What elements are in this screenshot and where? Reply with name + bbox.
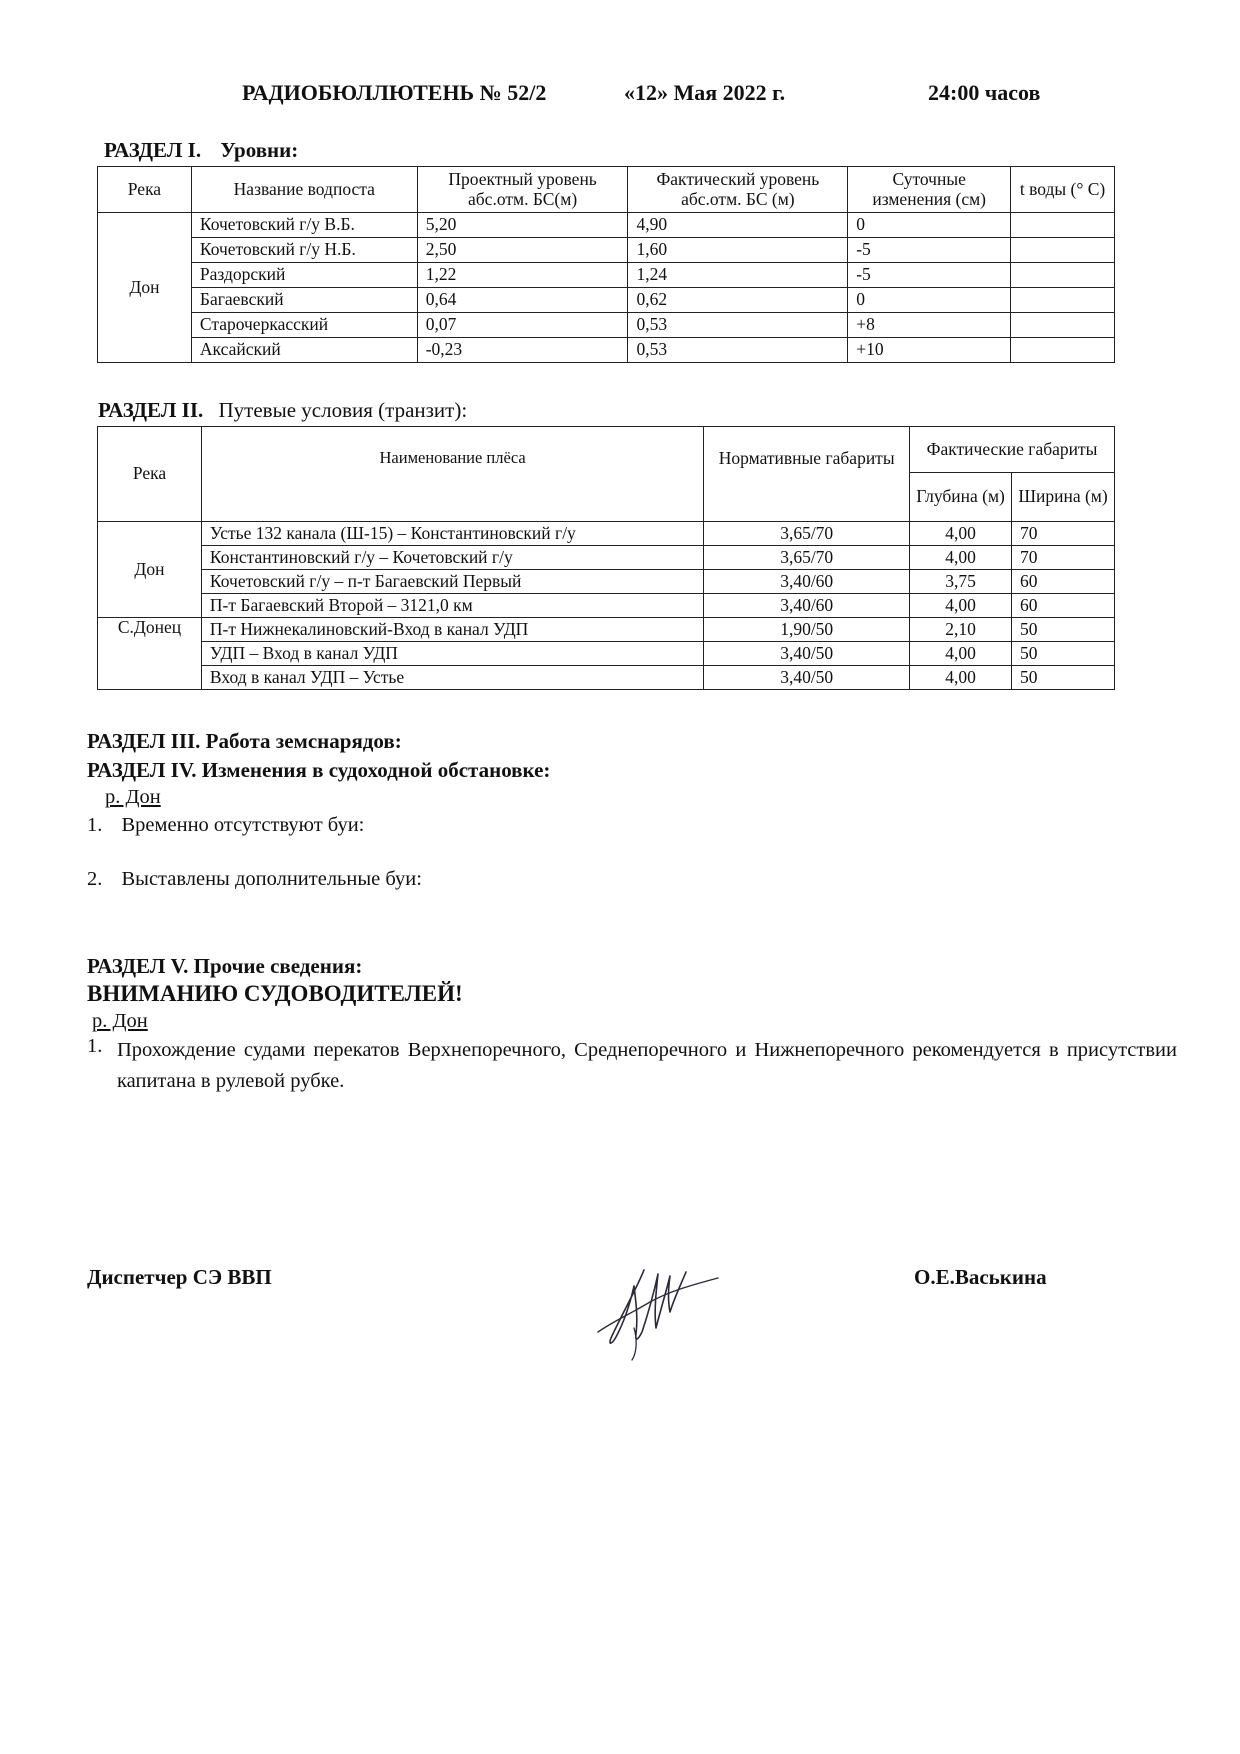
transit-header-row — [98, 427, 1115, 473]
section3-title: РАЗДЕЛ III. Работа земснарядов: — [87, 729, 402, 753]
norm-cell: 3,65/70 — [704, 522, 910, 546]
temp-cell — [1011, 313, 1115, 338]
project-cell: 0,64 — [417, 288, 628, 313]
river-cell: Дон — [98, 522, 202, 618]
depth-cell: 4,00 — [910, 546, 1012, 570]
width-cell: 70 — [1012, 546, 1115, 570]
reach-cell: Устье 132 канала (Ш-15) – Константиновский г/у — [201, 522, 703, 546]
reach-cell: УДП – Вход в канал УДП — [201, 642, 703, 666]
width-cell: 70 — [1012, 522, 1115, 546]
section1-num: РАЗДЕЛ I. — [104, 138, 202, 162]
table-row — [98, 618, 1115, 642]
reach-cell: Константиновский г/у – Кочетовский г/у — [201, 546, 703, 570]
bulletin-title: РАДИОБЮЛЛЮТЕНЬ № 52/2 — [242, 80, 547, 105]
list-item — [87, 814, 364, 837]
list-item-text: Прохождение судами перекатов Верхнепоречного, Среднепоречного и Нижнепоречного рекомендуется в присутствии капитана в рулевой рубке. — [117, 1039, 1177, 1092]
col-depth: Глубина (м) — [910, 473, 1012, 522]
actual-cell: 0,53 — [628, 313, 848, 338]
table-row — [98, 288, 1115, 313]
width-cell: 50 — [1012, 666, 1115, 690]
depth-cell: 4,00 — [910, 642, 1012, 666]
reach-cell: Кочетовский г/у – п-т Багаевский Первый — [201, 570, 703, 594]
table-row — [98, 213, 1115, 238]
depth-cell: 4,00 — [910, 594, 1012, 618]
list-item-number: 2. — [87, 868, 103, 890]
temp-cell — [1011, 338, 1115, 363]
dispatcher-name: О.Е.Васькина — [914, 1265, 1047, 1289]
section5-river: р. Дон — [92, 1010, 148, 1032]
temp-cell — [1011, 263, 1115, 288]
reach-cell: П-т Нижнекалиновский-Вход в канал УДП — [201, 618, 703, 642]
post-cell: Аксайский — [191, 338, 417, 363]
norm-cell: 3,40/50 — [704, 642, 910, 666]
post-cell: Багаевский — [191, 288, 417, 313]
temp-cell — [1011, 238, 1115, 263]
change-cell: -5 — [848, 238, 1011, 263]
project-cell: 0,07 — [417, 313, 628, 338]
width-cell: 50 — [1012, 642, 1115, 666]
table-row — [98, 522, 1115, 546]
signature — [578, 1262, 728, 1362]
table-row — [98, 642, 1115, 666]
width-cell: 60 — [1012, 594, 1115, 618]
levels-table — [97, 166, 1115, 363]
norm-cell: 3,65/70 — [704, 546, 910, 570]
project-cell: 1,22 — [417, 263, 628, 288]
norm-cell: 3,40/50 — [704, 666, 910, 690]
change-cell: 0 — [848, 213, 1011, 238]
reach-cell: Вход в канал УДП – Устье — [201, 666, 703, 690]
transit-table — [97, 426, 1115, 690]
section1-title — [104, 138, 298, 163]
change-cell: +8 — [848, 313, 1011, 338]
actual-cell: 1,60 — [628, 238, 848, 263]
depth-cell: 4,00 — [910, 666, 1012, 690]
col-actual-dimensions: Фактические габариты — [910, 427, 1115, 473]
col-post: Название водпоста — [191, 167, 417, 213]
project-cell: 5,20 — [417, 213, 628, 238]
list-item — [87, 868, 422, 891]
depth-cell: 3,75 — [910, 570, 1012, 594]
section2-name: Путевые условия (транзит): — [218, 398, 468, 422]
river-cell: Дон — [98, 213, 192, 363]
list-item-text: Временно отсутствуют буи: — [121, 814, 365, 836]
width-cell: 60 — [1012, 570, 1115, 594]
section4-river: р. Дон — [105, 786, 161, 808]
actual-cell: 0,53 — [628, 338, 848, 363]
actual-cell: 4,90 — [628, 213, 848, 238]
change-cell: -5 — [848, 263, 1011, 288]
section1-name: Уровни: — [220, 138, 299, 162]
table-row — [98, 570, 1115, 594]
section4-title: РАЗДЕЛ IV. Изменения в судоходной обстановке: — [87, 758, 551, 782]
temp-cell — [1011, 213, 1115, 238]
col-daily-change: Суточные изменения (см) — [848, 167, 1011, 213]
table-row — [98, 263, 1115, 288]
list-item-number: 1. — [87, 1035, 103, 1057]
bulletin-date: «12» Мая 2022 г. — [624, 80, 786, 105]
norm-cell: 3,40/60 — [704, 594, 910, 618]
col-reach: Наименование плёса — [201, 427, 703, 522]
list-item-number: 1. — [87, 814, 103, 836]
col-river: Река — [98, 167, 192, 213]
actual-cell: 0,62 — [628, 288, 848, 313]
depth-cell: 2,10 — [910, 618, 1012, 642]
reach-cell: П-т Багаевский Второй – 3121,0 км — [201, 594, 703, 618]
col-width: Ширина (м) — [1012, 473, 1115, 522]
temp-cell — [1011, 288, 1115, 313]
section5-title: РАЗДЕЛ V. Прочие сведения: — [87, 954, 363, 978]
list-item — [87, 1035, 1177, 1097]
dispatcher-position: Диспетчер СЭ ВВП — [87, 1265, 272, 1289]
bulletin-time: 24:00 часов — [928, 80, 1041, 105]
table-row — [98, 313, 1115, 338]
norm-cell: 1,90/50 — [704, 618, 910, 642]
section2-title — [98, 398, 467, 423]
river-cell: С.Донец — [98, 618, 202, 690]
col-normative: Нормативные габариты — [704, 427, 910, 522]
project-cell: 2,50 — [417, 238, 628, 263]
table-row — [98, 238, 1115, 263]
post-cell: Старочеркасский — [191, 313, 417, 338]
table-row — [98, 666, 1115, 690]
col-water-temp: t воды (° С) — [1011, 167, 1115, 213]
norm-cell: 3,40/60 — [704, 570, 910, 594]
width-cell: 50 — [1012, 618, 1115, 642]
list-item-text: Выставлены дополнительные буи: — [121, 868, 422, 890]
post-cell: Раздорский — [191, 263, 417, 288]
change-cell: 0 — [848, 288, 1011, 313]
table-row — [98, 594, 1115, 618]
depth-cell: 4,00 — [910, 522, 1012, 546]
col-river: Река — [98, 427, 202, 522]
section2-num: РАЗДЕЛ II. — [98, 398, 204, 422]
bulletin-header — [0, 80, 1240, 112]
attention-heading: ВНИМАНИЮ СУДОВОДИТЕЛЕЙ! — [87, 981, 463, 1006]
col-actual-level: Фактический уровень абс.отм. БС (м) — [628, 167, 848, 213]
actual-cell: 1,24 — [628, 263, 848, 288]
levels-header-row — [98, 167, 1115, 213]
change-cell: +10 — [848, 338, 1011, 363]
col-project-level: Проектный уровень абс.отм. БС(м) — [417, 167, 628, 213]
project-cell: -0,23 — [417, 338, 628, 363]
table-row — [98, 546, 1115, 570]
table-row — [98, 338, 1115, 363]
post-cell: Кочетовский г/у В.Б. — [191, 213, 417, 238]
post-cell: Кочетовский г/у Н.Б. — [191, 238, 417, 263]
